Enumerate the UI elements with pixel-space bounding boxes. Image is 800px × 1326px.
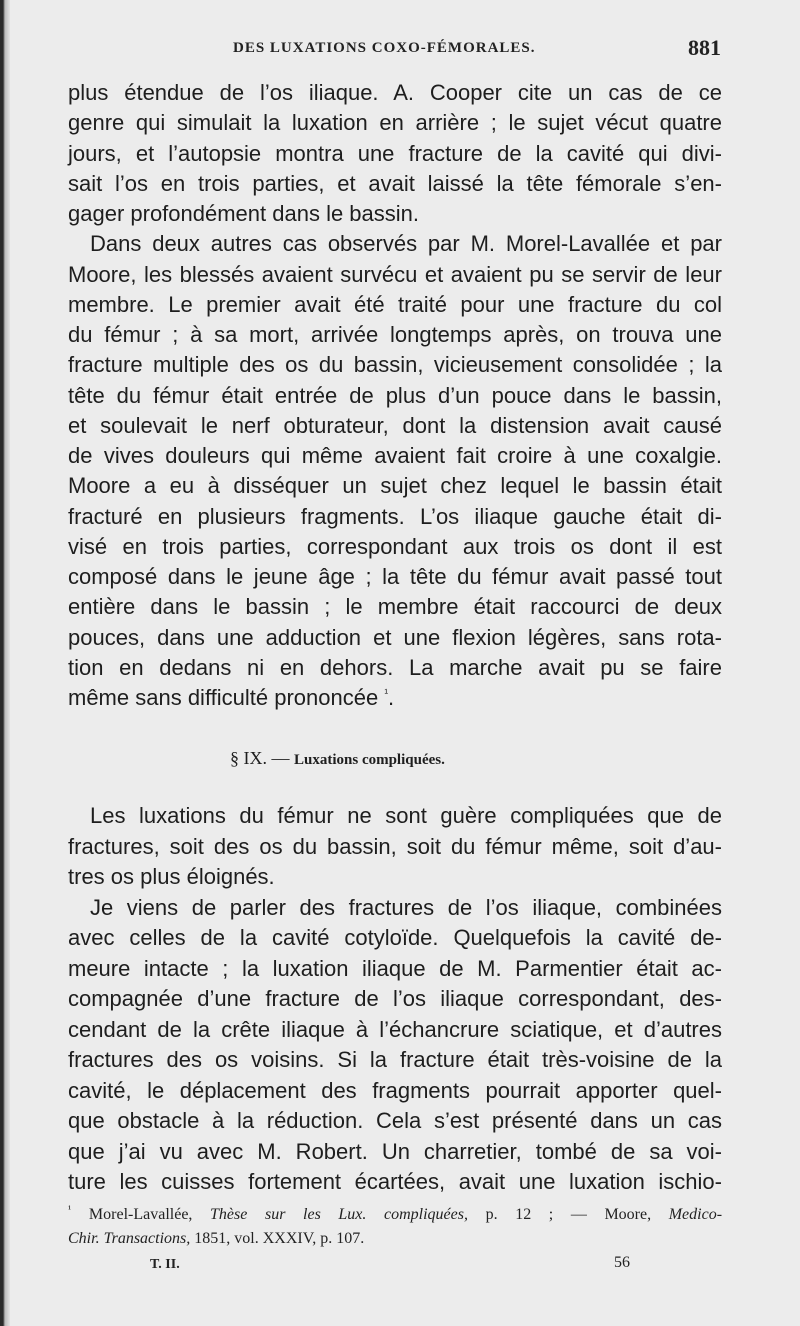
text-line: cavité, le déplacement des fragments pourrait apporter quel- [68,1077,722,1103]
text-line: fracture multiple des os du bassin, vicieusement consolidée ; la [68,352,722,378]
volume-signature: T. II. [150,1257,180,1272]
page-number: 881 [688,35,721,60]
text-line: Je viens de parler des fractures de l’os iliaque, combinées [90,894,722,920]
text-line: tres os plus éloignés. [68,864,275,889]
text-line: sait l’os en trois parties, et avait laissé la tête fémorale s’en- [68,170,722,196]
text-line: fractures, soit des os du bassin, soit du fémur même, soit d’au- [68,833,722,859]
text-line: Dans deux autres cas observés par M. Morel-Lavallée et par [90,231,722,257]
text-line: fracturé en plusieurs fragments. L’os iliaque gauche était di- [68,503,722,529]
text-line: membre. Le premier avait été traité pour une fracture du col [68,291,722,317]
text-line: composé dans le jeune âge ; la tête du fémur avait passé tout [68,564,722,589]
page-header [233,35,721,66]
paragraph-2 [68,229,722,713]
text-line: plus étendue de l’os iliaque. A. Cooper cite un cas de ce [68,80,722,105]
footnote-journal-cont: Chir. Transactions, [68,1230,191,1247]
footnote-title: Thèse sur les Lux. compliquées, [210,1206,468,1223]
section-number: § IX. — [230,748,290,768]
text-line: Moore, les blessés avaient survécu et avaient pu se servir de leur [68,261,722,287]
footnote-journal: Medico- [668,1206,723,1223]
paragraph-4 [68,893,722,1198]
text-line: Moore a eu à disséquer un sujet chez lequel le bassin était [68,473,722,499]
text-line: entière dans le bassin ; le membre était raccourci de deux [68,594,722,620]
text-line: fractures des os voisins. Si la fracture était très-voisine de la [68,1047,722,1072]
running-head: DES LUXATIONS COXO-FÉMORALES. [233,40,536,56]
text-line: de vives douleurs qui même avaient fait croire à une coxalgie. [68,443,722,468]
text-line: Les luxations du fémur ne sont guère compliquées que de [90,803,722,828]
footnote-volume: 1851, vol. XXXIV, p. 107. [194,1230,365,1247]
text-line: et soulevait le nerf obturateur, dont la distension avait causé [68,412,722,438]
text-line: jours, et l’autopsie montra une fracture de la cavité qui divi- [68,140,722,166]
text-line: meure intacte ; la luxation iliaque de M. Parmentier était ac- [68,955,722,981]
text-line: que obstacle à la réduction. Cela s’est présenté dans un cas [68,1108,722,1133]
section-title: Luxations compliquées. [294,752,445,768]
text-line: tion en dedans ni en dehors. La marche avait pu se faire [68,654,722,680]
text-line: pouces, dans une adduction et une flexion légères, sans rota- [68,624,722,650]
text-line: gager profondément dans le bassin. [68,201,420,226]
text-line: cendant de la crête iliaque à l’échancrure sciatique, et d’autres [68,1016,722,1042]
main-text-continued [68,801,722,1198]
paragraph-1 [68,78,722,229]
text-line: visé en trois parties, correspondant aux trois os dont il est [68,533,722,559]
section-heading [230,748,570,776]
text-line: du fémur ; à sa mort, arrivée longtemps après, on trouva une [68,322,722,347]
footnote-line [68,1203,722,1227]
footnote [68,1203,722,1251]
footnote-reference-text: p. 12 ; — Moore, [485,1206,652,1223]
footnote-reference[interactable]: ¹ [384,687,389,700]
text-line: avec celles de la cavité cotyloïde. Quelquefois la cavité de- [68,925,722,950]
page-binding-edge [0,0,10,1326]
text-line: tête du fémur était entrée de plus d’un pouce dans le bassin, [68,382,722,408]
text-line-content: même sans difficulté prononcée [68,685,379,710]
text-line: compagnée d’une fracture de l’os iliaque correspondant, des- [68,986,722,1011]
footnote-marker: ¹ [68,1203,72,1216]
text-line: ture les cuisses fortement écartées, avait une luxation ischio- [68,1169,722,1194]
text-line: genre qui simulait la luxation en arrière ; le sujet vécut quatre [68,110,722,136]
main-text [68,78,722,713]
text-line: que j’ai vu avec M. Robert. Un charretier, tombé de sa voi- [68,1138,722,1164]
sheet-signature: 56 [614,1254,630,1271]
text-line: même sans difficulté prononcée $^{^1}$. [68,685,395,710]
paragraph-3 [68,801,722,893]
footnote-author: Morel-Lavallée, [88,1206,193,1223]
footnote-line [68,1227,722,1251]
